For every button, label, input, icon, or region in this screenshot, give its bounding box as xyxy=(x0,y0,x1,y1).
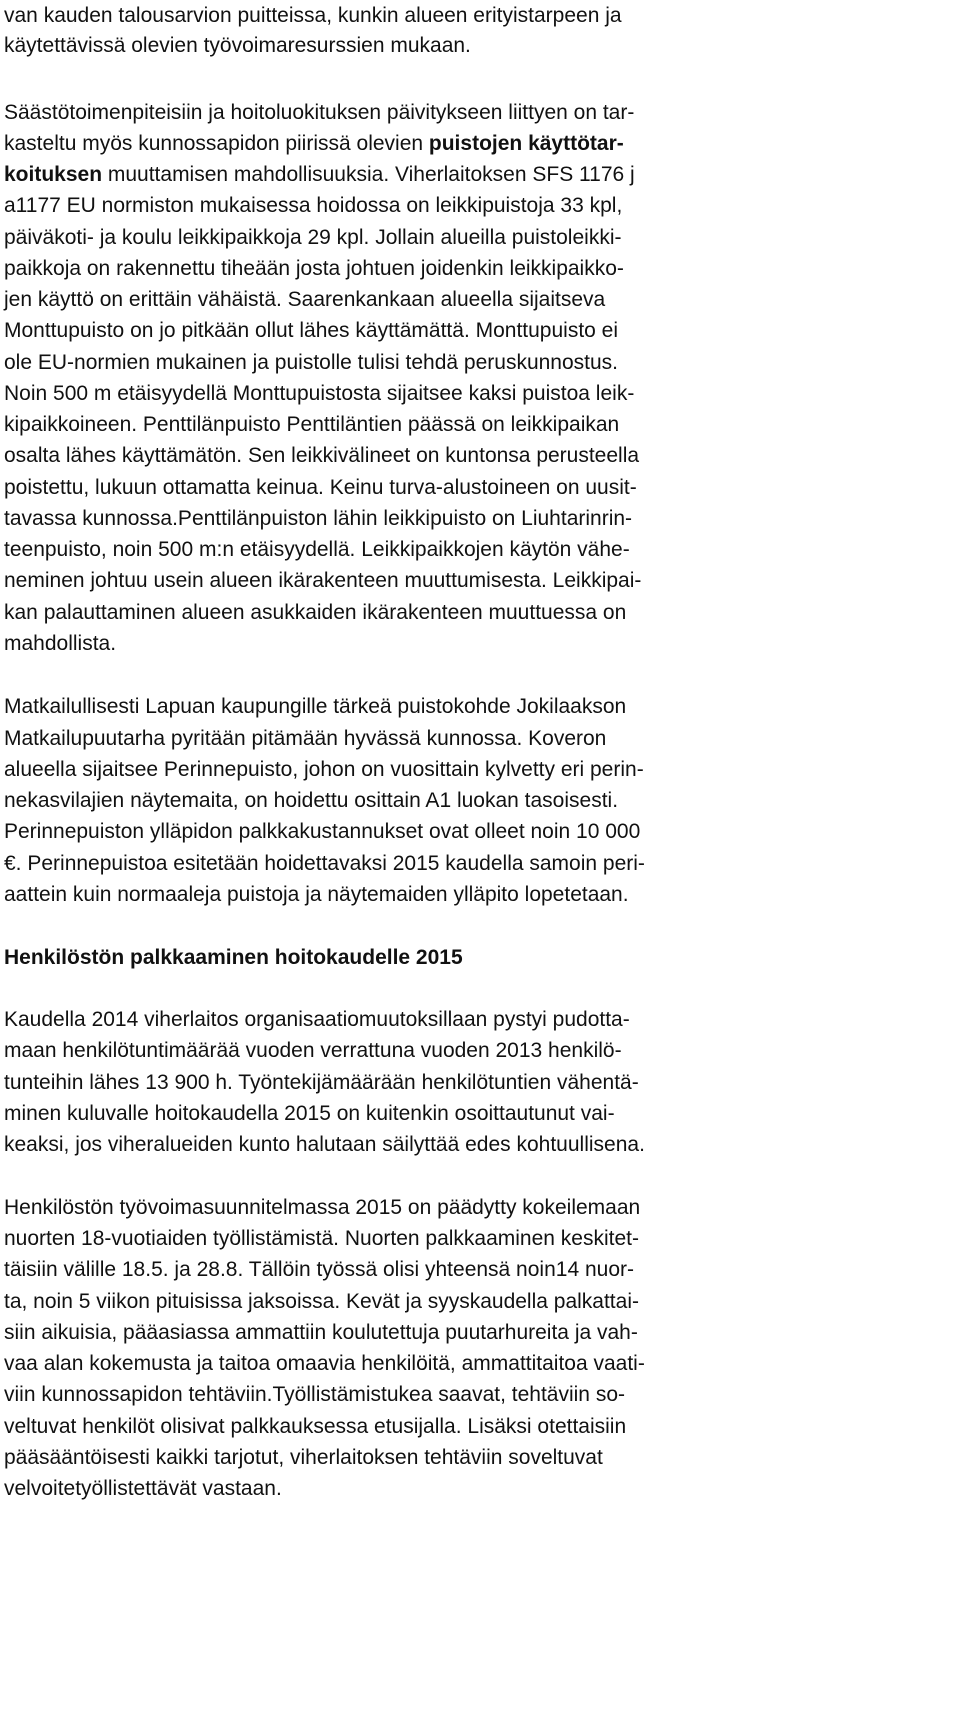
bold-text: puistojen käyttötar- xyxy=(428,132,624,155)
text-line: siin aikuisia, pääasiassa ammattiin koulutettuja puutarhureita ja vah- xyxy=(4,1321,638,1344)
text-line: ole EU-normien mukainen ja puistolle tulisi tehdä peruskunnostus. xyxy=(4,351,619,374)
text-line: teenpuisto, noin 500 m:n etäisyydellä. Leikkipaikkojen käytön vähe- xyxy=(4,538,630,561)
plain-text: muuttamisen mahdollisuuksia. Viherlaitoksen SFS 1176 j xyxy=(102,163,635,186)
bold-text: koituksen xyxy=(4,163,103,186)
text-line: alueella sijaitsee Perinnepuisto, johon on vuosittain kylvetty eri perin- xyxy=(4,758,644,781)
text-line: mahdollista. xyxy=(4,632,117,655)
section-heading: Henkilöstön palkkaaminen hoitokaudelle 2015 xyxy=(4,946,463,969)
text-line: pääsääntöisesti kaikki tarjotut, viherlaitoksen tehtäviin soveltuvat xyxy=(4,1446,603,1469)
text-line: täisiin välille 18.5. ja 28.8. Tällöin työssä olisi yhteensä noin14 nuor- xyxy=(4,1258,634,1281)
text-line: päiväkoti- ja koulu leikkipaikkoja 29 kpl. Jollain alueilla puistoleikki- xyxy=(4,226,622,249)
text-line: viin kunnossapidon tehtäviin.Työllistämistukea saavat, tehtäviin so- xyxy=(4,1383,625,1406)
text-line: Noin 500 m etäisyydellä Monttupuistosta sijaitsee kaksi puistoa leik- xyxy=(4,382,635,405)
text-line: €. Perinnepuistoa esitetään hoidettavaksi 2015 kaudella samoin peri- xyxy=(4,852,645,875)
text-line-mixed xyxy=(4,128,624,160)
text-line: Säästötoimenpiteisiin ja hoitoluokituksen päivitykseen liittyen on tar- xyxy=(4,101,635,124)
text-line: jen käyttö on erittäin vähäistä. Saarenkankaan alueella sijaitseva xyxy=(4,288,606,311)
text-line: Matkailupuutarha pyritään pitämään hyvässä kunnossa. Koveron xyxy=(4,727,607,750)
text-line: veltuvat henkilöt olisivat palkkauksessa etusijalla. Lisäksi otettaisiin xyxy=(4,1415,627,1438)
plain-text: kasteltu myös kunnossapidon piirissä olevien xyxy=(4,132,429,155)
text-line: maan henkilötuntimäärää vuoden verrattuna vuoden 2013 henkilö- xyxy=(4,1039,622,1062)
text-line: Matkailullisesti Lapuan kaupungille tärkeä puistokohde Jokilaakson xyxy=(4,695,627,718)
text-line: velvoitetyöllistettävät vastaan. xyxy=(4,1477,282,1500)
text-line: vaa alan kokemusta ja taitoa omaavia henkilöitä, ammattitaitoa vaati- xyxy=(4,1352,645,1375)
text-line: nekasvilajien näytemaita, on hoidettu osittain A1 luokan tasoisesti. xyxy=(4,789,619,812)
text-line: osalta lähes käyttämätön. Sen leikkivälineet on kuntonsa perusteella xyxy=(4,444,640,467)
text-line: Perinnepuiston ylläpidon palkkakustannukset ovat olleet noin 10 000 xyxy=(4,820,641,843)
text-line: Monttupuisto on jo pitkään ollut lähes käyttämättä. Monttupuisto ei xyxy=(4,319,619,342)
text-line: van kauden talousarvion puitteissa, kunkin alueen erityistarpeen ja xyxy=(4,4,622,27)
text-line-mixed xyxy=(4,159,635,191)
text-line: neminen johtuu usein alueen ikärakenteen muuttumisesta. Leikkipai- xyxy=(4,569,642,592)
text-line: nuorten 18-vuotiaiden työllistämistä. Nuorten palkkaaminen keskitet- xyxy=(4,1227,639,1250)
text-line: ta, noin 5 viikon pituisissa jaksoissa. Kevät ja syyskaudella palkattai- xyxy=(4,1290,639,1313)
text-line: paikkoja on rakennettu tiheään josta johtuen joidenkin leikkipaikko- xyxy=(4,257,624,280)
text-line: Kaudella 2014 viherlaitos organisaatiomuutoksillaan pystyi pudotta- xyxy=(4,1008,630,1031)
text-line: Henkilöstön työvoimasuunnitelmassa 2015 on päädytty kokeilemaan xyxy=(4,1196,641,1219)
text-line: a1177 EU normiston mukaisessa hoidossa on leikkipuistoja 33 kpl, xyxy=(4,194,623,217)
text-line: minen kuluvalle hoitokaudella 2015 on kuitenkin osoittautunut vai- xyxy=(4,1102,615,1125)
text-line: kan palauttaminen alueen asukkaiden ikärakenteen muuttuessa on xyxy=(4,601,627,624)
text-line: käytettävissä olevien työvoimaresurssien mukaan. xyxy=(4,34,471,57)
text-line: tavassa kunnossa.Penttilänpuiston lähin leikkipuisto on Liuhtarinrin- xyxy=(4,507,633,530)
text-line: aattein kuin normaaleja puistoja ja näytemaiden ylläpito lopetetaan. xyxy=(4,883,629,906)
text-line: tunteihin lähes 13 900 h. Työntekijämäärään henkilötuntien vähentä- xyxy=(4,1071,639,1094)
text-line: keaksi, jos viheralueiden kunto halutaan säilyttää edes kohtuullisena. xyxy=(4,1133,645,1156)
text-line: poistettu, lukuun ottamatta keinua. Keinu turva-alustoineen on uusit- xyxy=(4,476,637,499)
text-line: kipaikkoineen. Penttilänpuisto Penttiläntien päässä on leikkipaikan xyxy=(4,413,620,436)
